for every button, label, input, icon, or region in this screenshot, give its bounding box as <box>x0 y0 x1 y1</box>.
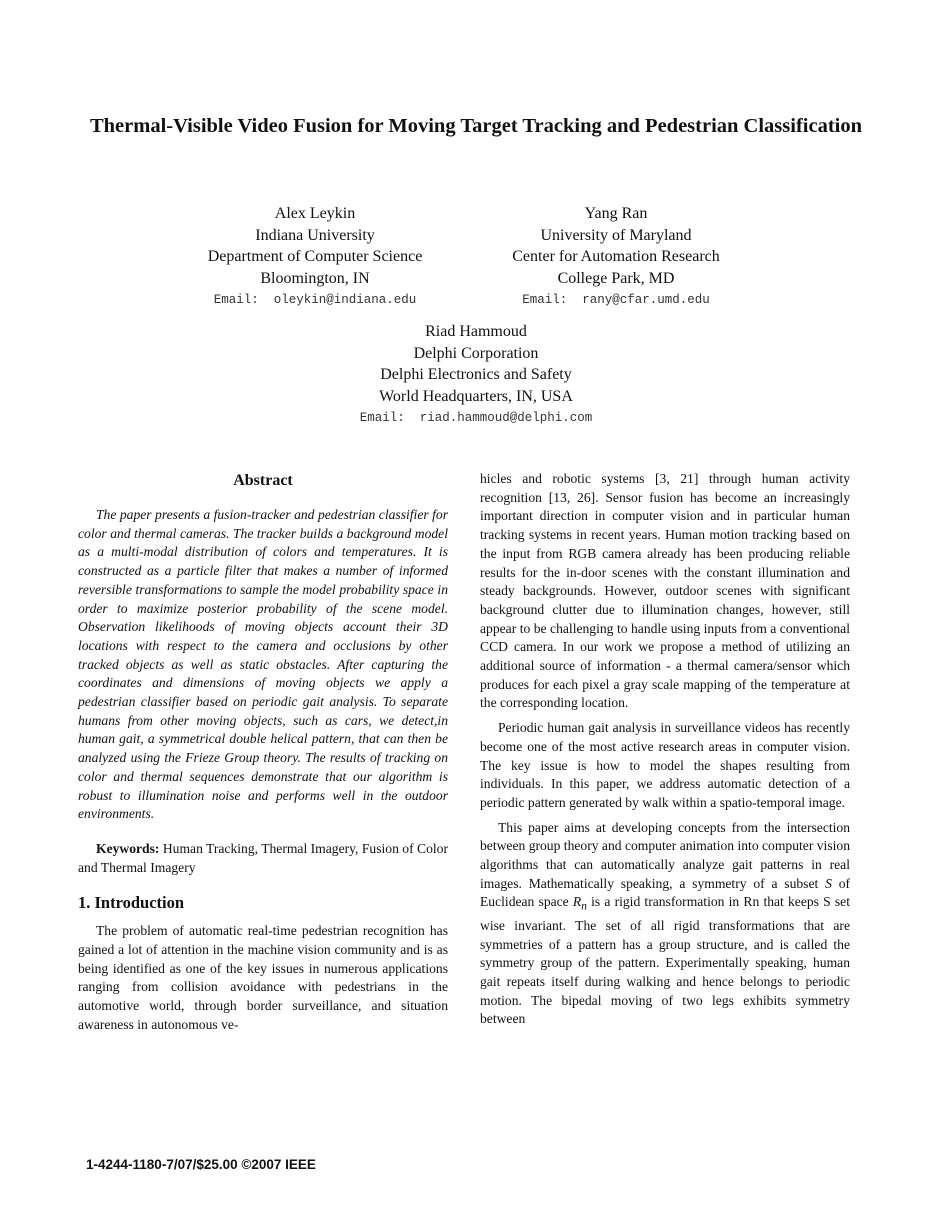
author-email: Email: oleykin@indiana.edu <box>213 292 417 307</box>
author-name: Alex Leykin <box>274 205 356 222</box>
author-email: Email: riad.hammoud@delphi.com <box>359 410 593 425</box>
copyright-footer: 1-4244-1180-7/07/$25.00 ©2007 IEEE <box>86 1157 316 1172</box>
author-location: College Park, MD <box>557 270 675 288</box>
keywords-text: Human Tracking, Thermal Imagery, Fusion of Color and Thermal Imagery <box>78 840 448 875</box>
paragraph-text: This paper aims at developing concepts from the intersection between group theory and computer animation into computer vision algorithms that can automatically analyze gait patterns in real images. Mathematically speaking, a symmetry of a subset <box>480 819 850 891</box>
keywords <box>78 840 448 877</box>
left-column <box>78 470 448 1041</box>
author-name: Riad Hammoud <box>425 323 527 340</box>
abstract-text: The paper presents a fusion-tracker and pedestrian classifier for color and thermal cameras. The tracker builds a background model as a multi-modal distribution of colors and temperatures. It is constructed as a particle filter that makes a number of informed reversible transformations to sample the model probability space in order to maximize posterior probability of the scene model. Observation likelihoods of moving objects account their 3D locations with respect to the camera and occlusions by other tracked objects as well as static obstacles. After capturing the coordinates and dimensions of moving objects we apply a pedestrian classifier based on periodic gait analysis. To separate humans from other moving objects, such as cars, we detect,in human gait, a symmetrical double helical pattern, that can then be analyzed using the Frieze Group theory. The results of tracking on color and thermal sequences demonstrate that our algorithm is robust to illumination noise and performs well in the outdoor environments. <box>78 507 448 822</box>
math-symbol: R <box>572 894 582 910</box>
math-symbol: S <box>825 875 832 891</box>
math-subscript: n <box>581 901 587 914</box>
body-paragraph: hicles and robotic systems [3, 21] through human activity recognition [13, 26]. Sensor fusion has become an increasingly important direction in computer vision and in particular human tracking systems in recent years. Human motion tracking based on the input from RGB camera already has been producing reliable results for the in-door scenes with the constant illumination and steady backgrounds. However, outdoor scenes with significant background clutter due to illumination changes, however, still appear to be challenging to handle using inputs from a conventional CCD camera. In our work we propose a method of utilizing an additional source of information - a thermal camera/sensor which produces for each pixel a gray scale mapping of the temperature at the corresponding location. <box>480 471 850 711</box>
author-email: Email: rany@cfar.umd.edu <box>522 292 710 307</box>
paragraph-text: of Euclidean space <box>480 875 851 910</box>
right-column <box>480 470 850 1035</box>
section-heading-introduction: 1. Introduction <box>78 893 185 913</box>
body-paragraph <box>480 819 850 1029</box>
author-block-hammoud <box>300 321 652 429</box>
author-block-leykin <box>150 203 480 311</box>
author-location: World Headquarters, IN, USA <box>379 388 573 406</box>
keywords-label: Keywords: <box>96 840 160 856</box>
body-paragraph: Periodic human gait analysis in surveillance videos has recently become one of the most active research areas in computer vision. The key issue is how to model the shapes resulting from individuals. In this paper, we address automatic detection of a periodic pattern generated by walk within a spatio-temporal image. <box>480 720 850 810</box>
paragraph-text: is a rigid transformation in Rn that keeps S set wise invariant. The set of all rigid transformations that are symmetries of a pattern has a group structure, and is called the symmetry group of the pattern. Experimentally speaking, human gait repeats itself during walking and hence belongs to periodic motion. The bipedal moving of two legs exhibits symmetry between <box>480 894 850 1027</box>
author-department: Center for Automation Research <box>512 248 720 266</box>
intro-paragraph: The problem of automatic real-time pedestrian recognition has gained a lot of attention in the machine vision community and is as being identified as one of the key issues in numerous applications ranging from collision avoidance with pedestrians in the automotive world, through border surveillance, and situation awareness in autonomous ve- <box>78 923 448 1032</box>
paper-title: Thermal-Visible Video Fusion for Moving Target Tracking and Pedestrian Classification <box>89 115 862 137</box>
author-location: Bloomington, IN <box>260 270 370 288</box>
author-block-ran <box>451 203 781 311</box>
abstract-heading: Abstract <box>233 472 293 489</box>
author-department: Delphi Electronics and Safety <box>380 366 572 384</box>
author-affiliation: University of Maryland <box>540 226 692 244</box>
author-department: Department of Computer Science <box>207 248 423 266</box>
author-affiliation: Indiana University <box>255 226 375 244</box>
author-affiliation: Delphi Corporation <box>413 344 539 362</box>
author-name: Yang Ran <box>584 205 648 222</box>
